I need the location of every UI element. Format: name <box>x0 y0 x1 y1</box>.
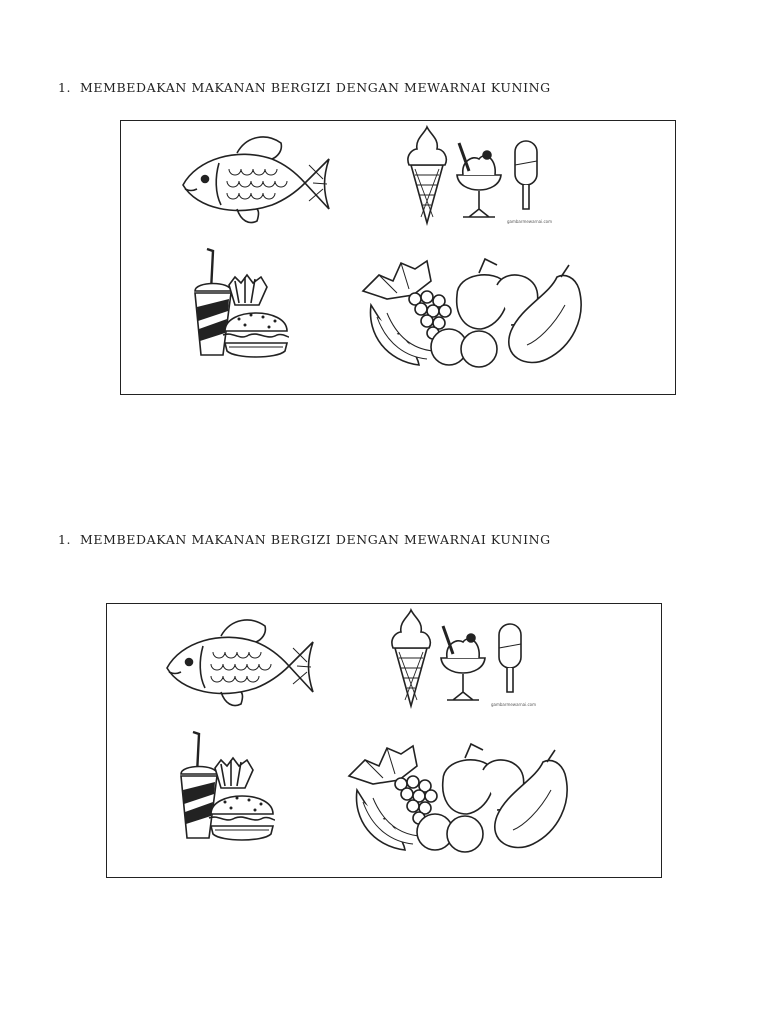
ice-cream-icon <box>403 125 563 227</box>
instruction-text: MEMBEDAKAN MAKANAN BERGIZI DENGAN MEWARNAI KUNING <box>80 80 551 95</box>
worksheet-instruction-1 <box>58 80 551 95</box>
instruction-text: MEMBEDAKAN MAKANAN BERGIZI DENGAN MEWARNAI KUNING <box>80 532 551 547</box>
watermark-text: gambarmewarnai.com <box>491 702 537 707</box>
picture-frame-1 <box>120 120 676 395</box>
fruits-picture[interactable] <box>343 740 577 854</box>
fruit-basket-icon <box>343 740 577 854</box>
fast-food-picture[interactable] <box>189 247 291 369</box>
dessert-picture[interactable] <box>403 125 563 227</box>
fast-food-picture[interactable] <box>175 730 277 852</box>
dessert-picture[interactable] <box>387 608 547 710</box>
fast-food-icon <box>189 247 291 369</box>
fish-picture[interactable] <box>161 612 315 712</box>
worksheet-instruction-2 <box>58 532 551 547</box>
question-number: 1. <box>58 80 72 95</box>
fish-icon <box>177 129 331 229</box>
fish-icon <box>161 612 315 712</box>
picture-frame-2 <box>106 603 662 878</box>
ice-cream-icon <box>387 608 547 710</box>
question-number: 1. <box>58 532 72 547</box>
fruit-basket-icon <box>357 255 591 369</box>
fruits-picture[interactable] <box>357 255 591 369</box>
fast-food-icon <box>175 730 277 852</box>
watermark-text: gambarmewarnai.com <box>507 219 553 224</box>
fish-picture[interactable] <box>177 129 331 229</box>
